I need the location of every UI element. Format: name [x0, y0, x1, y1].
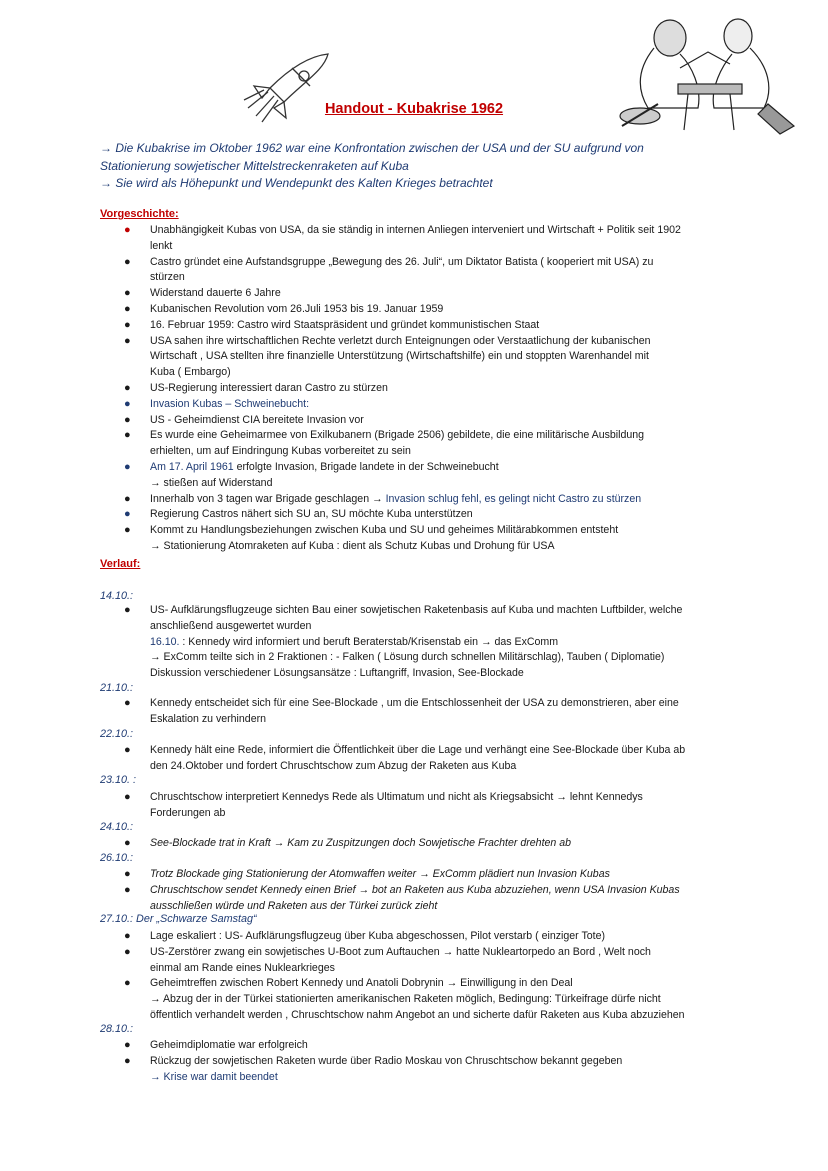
list-item: ● Chruschtschow sendet Kennedy einen Brief → bot an Raketen aus Kuba abzuziehen, wenn USA Invasion Kubas ausschließen würde und Raketen aus der Türkei zurück zieht: [124, 883, 680, 912]
date-label: 22.10.:: [100, 728, 134, 740]
list-item: ● See-Blockade trat in Kraft → Kam zu Zuspitzungen doch Sowjetische Frachter drehten ab: [124, 837, 572, 849]
list-item: ● Regierung Castros nähert sich SU an, SU möchte Kuba unterstützen: [124, 508, 473, 521]
list-item: ● Kubanischen Revolution vom 26.Juli 1953 bis 19. Januar 1959: [124, 302, 444, 315]
intro-line: → Sie wird als Höhepunkt und Wendepunkt des Kalten Krieges betrachtet: [100, 176, 493, 190]
list-item: ● Kommt zu Handlungsbeziehungen zwischen Kuba und SU und geheimes Militärabkommen entsteht → Stationierung Atomraketen auf Kuba : dient als Schutz Kubas und Drohung für USA: [124, 524, 619, 552]
verlauf-2210: [100, 743, 740, 775]
verlauf-2710: [100, 929, 740, 1024]
verlauf-2310: [100, 790, 740, 822]
list-item: ● Geheimtreffen zwischen Robert Kennedy und Anatoli Dobrynin → Einwilligung in den Deal → Abzug der in der Türkei stationierten amerikanischen Raketen möglich, Bedingung: Türkeifrage dürfe nicht öffentlich verhandelt werden , Chruschtschow nahm Angebot an und sicherte dafür Raketen aus Kuba abzuziehen: [124, 977, 685, 1021]
verlauf-2410: [100, 836, 740, 852]
verlauf-1410: [100, 603, 740, 682]
sub-item: → ExComm teilte sich in 2 Fraktionen : - Falken ( Lösung durch schnellen Militärschlag), Tauben ( Diplomatie): [150, 651, 665, 664]
list-item: ● Kennedy hält eine Rede, informiert die Öffentlichkeit über die Lage und verhängt eine See-Blockade über Kuba ab den 24.Oktober und fordert Chruschtschow zum Abzug der Raketen aus Kuba: [124, 744, 686, 772]
list-item: ● US- Aufklärungsflugzeuge sichten Bau einer sowjetischen Raketenbasis auf Kuba und machten Luftbilder, welche anschließend ausgewertet wurden: [124, 604, 683, 632]
list-item: ● Kennedy entscheidet sich für eine See-Blockade , um die Entschlossenheit der USA zu demonstrieren, aber eine Eskalation zu verhindern: [124, 697, 679, 725]
date-label: 24.10.:: [100, 821, 134, 833]
sub-item: → Krise war damit beendet: [150, 1070, 278, 1083]
section-heading-vorgeschichte: Vorgeschichte:: [100, 208, 179, 220]
verlauf-2110: [100, 696, 740, 728]
list-item: ● Rückzug der sowjetischen Raketen wurde über Radio Moskau von Chruschtschow bekannt gegeben: [124, 1054, 623, 1067]
list-item: ● USA sahen ihre wirtschaftlichen Rechte verletzt durch Enteignungen oder Verstaatlichung der kubanischen Wirtschaft , USA stellten ihre finanzielle Unterstützung (Wirtschaftshilfe) ein und stoppten Warenhandel mit Kuba ( Embargo): [124, 334, 651, 379]
intro-line: Stationierung sowjetischer Mittelstreckenraketen auf Kuba: [100, 158, 409, 173]
list-item: ● 16. Februar 1959: Castro wird Staatspräsident und gründet kommunistischen Staat: [124, 318, 540, 331]
list-item: ● US - Geheimdienst CIA bereitete Invasion vor: [124, 413, 364, 426]
list-item: ● US-Regierung interessiert daran Castro zu stürzen: [124, 381, 388, 394]
list-item: ● Innerhalb von 3 tagen war Brigade geschlagen → Invasion schlug fehl, es gelingt nicht Castro zu stürzen: [124, 492, 642, 505]
intro-block: [100, 140, 700, 193]
list-item: ● Invasion Kubas – Schweinebucht:: [124, 397, 310, 410]
arm-wrestling-cartoon: [618, 8, 796, 140]
sub-item: Diskussion verschiedener Lösungsansätze : Luftangriff, Invasion, See-Blockade: [150, 667, 524, 680]
list-item: ● Chruschtschow interpretiert Kennedys Rede als Ultimatum und nicht als Kriegsabsicht → lehnt Kennedys Forderungen ab: [124, 791, 643, 819]
date-label: 28.10.:: [100, 1023, 134, 1035]
intro-line: → Die Kubakrise im Oktober 1962 war eine Konfrontation zwischen der USA und der SU aufgrund von: [100, 141, 644, 155]
list-item: ● Am 17. April 1961 erfolgte Invasion, Brigade landete in der Schweinebucht → stießen auf Widerstand: [124, 460, 499, 489]
verlauf-2610: [100, 867, 740, 914]
list-item: ● Castro gründet eine Aufstandsgruppe „Bewegung des 26. Juli“, um Diktator Batista ( kooperiert mit USA) zu stürzen: [124, 255, 654, 284]
date-label: 26.10.:: [100, 852, 134, 864]
vorgeschichte-list: [100, 223, 740, 555]
list-item: ● Geheimdiplomatie war erfolgreich: [124, 1039, 308, 1051]
page-title: Handout - Kubakrise 1962: [324, 101, 504, 117]
section-heading-verlauf: Verlauf:: [100, 558, 141, 570]
list-item: ● Es wurde eine Geheimarmee von Exilkubanern (Brigade 2506) gebildete, die eine militärische Ausbildung erhielten, um auf Eindringung Kubas vorbereitet zu sein: [124, 429, 645, 458]
date-label: 27.10.: Der „Schwarze Samstag“: [100, 913, 257, 925]
date-label: 14.10.:: [100, 590, 134, 602]
date-label: 23.10. :: [100, 774, 137, 786]
verlauf-2810: [100, 1038, 740, 1085]
sub-item: 16.10. : Kennedy wird informiert und beruft Beraterstab/Krisenstab ein → das ExComm: [150, 635, 559, 648]
list-item: ● Lage eskaliert : US- Aufklärungsflugzeug über Kuba abgeschossen, Pilot verstarb ( einziger Tote): [124, 930, 606, 942]
list-item: ● Trotz Blockade ging Stationierung der Atomwaffen weiter → ExComm plädiert nun Invasion Kubas: [124, 868, 610, 880]
list-item: ● Widerstand dauerte 6 Jahre: [124, 287, 281, 300]
list-item: ● Unabhängigkeit Kubas von USA, da sie ständig in internen Anliegen interveniert und Wirtschaft + Politik seit 1902 lenkt: [124, 224, 681, 252]
list-item: ● US-Zerstörer zwang ein sowjetisches U-Boot zum Auftauchen → hatte Nukleartorpedo an Bord , Welt noch einmal am Rande eines Nuklearkrieges: [124, 945, 651, 974]
date-label: 21.10.:: [100, 682, 134, 694]
